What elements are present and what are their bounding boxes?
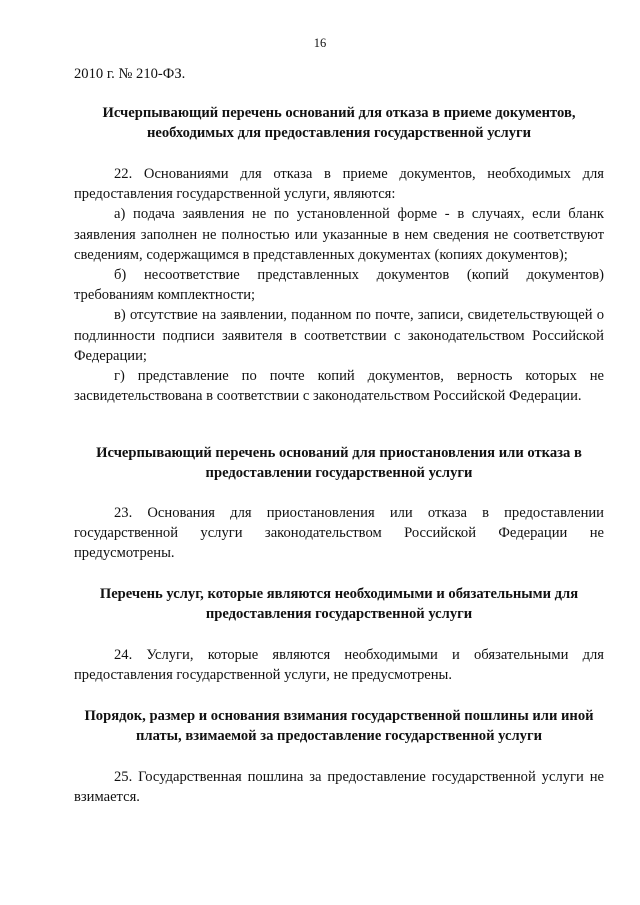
- section-heading-3: [74, 584, 604, 624]
- top-line-text: 2010 г. № 210-ФЗ.: [74, 66, 186, 82]
- paragraph-25: 25. Государственная пошлина за предоставление государственной услуги не взимается.: [74, 769, 604, 806]
- section-heading-1: [74, 103, 604, 143]
- section-heading-1-text: Исчерпывающий перечень оснований для отказа в приеме документов, необходимых для предоставления государственной услуги: [102, 105, 576, 142]
- paragraph-24: 24. Услуги, которые являются необходимыми и обязательными для предоставления государственной услуги, не предусмотрены.: [74, 647, 604, 684]
- paragraph-22: 22. Основаниями для отказа в приеме документов, необходимых для предоставления государственной услуги, являются:: [74, 166, 604, 203]
- section-heading-2-text: Исчерпывающий перечень оснований для приостановления или отказа в предоставлении государственной услуги: [96, 445, 582, 482]
- section-heading-2: [74, 443, 604, 483]
- section-2-body: [74, 503, 604, 564]
- paragraph-22-v: в) отсутствие на заявлении, поданном по почте, записи, свидетельствующей о подлинности подписи заявителя в соответствии с законодательством Российской Федерации;: [74, 307, 604, 364]
- top-line: [74, 64, 604, 84]
- paragraph-22-g: г) представление по почте копий документов, верность которых не засвидетельствована в соответствии с законодательством Российской Федерации.: [74, 368, 604, 405]
- paragraph-22-a: а) подача заявления не по установленной форме - в случаях, если бланк заявления заполнен не полностью или указанные в нем сведения не соответствуют сведениям, содержащимся в представленных документах (копиях документов);: [74, 206, 604, 263]
- section-1-body: [74, 164, 604, 406]
- section-heading-4-text: Порядок, размер и основания взимания государственной пошлины или иной платы, взимаемой за предоставление государственной услуги: [84, 708, 594, 745]
- section-3-body: [74, 645, 604, 685]
- section-heading-4: [74, 706, 604, 746]
- section-4-body: [74, 767, 604, 807]
- section-heading-3-text: Перечень услуг, которые являются необходимыми и обязательными для предоставления государственной услуги: [99, 586, 579, 623]
- paragraph-23: 23. Основания для приостановления или отказа в предоставлении государственной услуги законодательством Российской Федерации не предусмотрены.: [74, 505, 604, 562]
- page-number: 16: [313, 36, 327, 50]
- paragraph-22-b: б) несоответствие представленных документов (копий документов) требованиям комплектности;: [74, 267, 604, 304]
